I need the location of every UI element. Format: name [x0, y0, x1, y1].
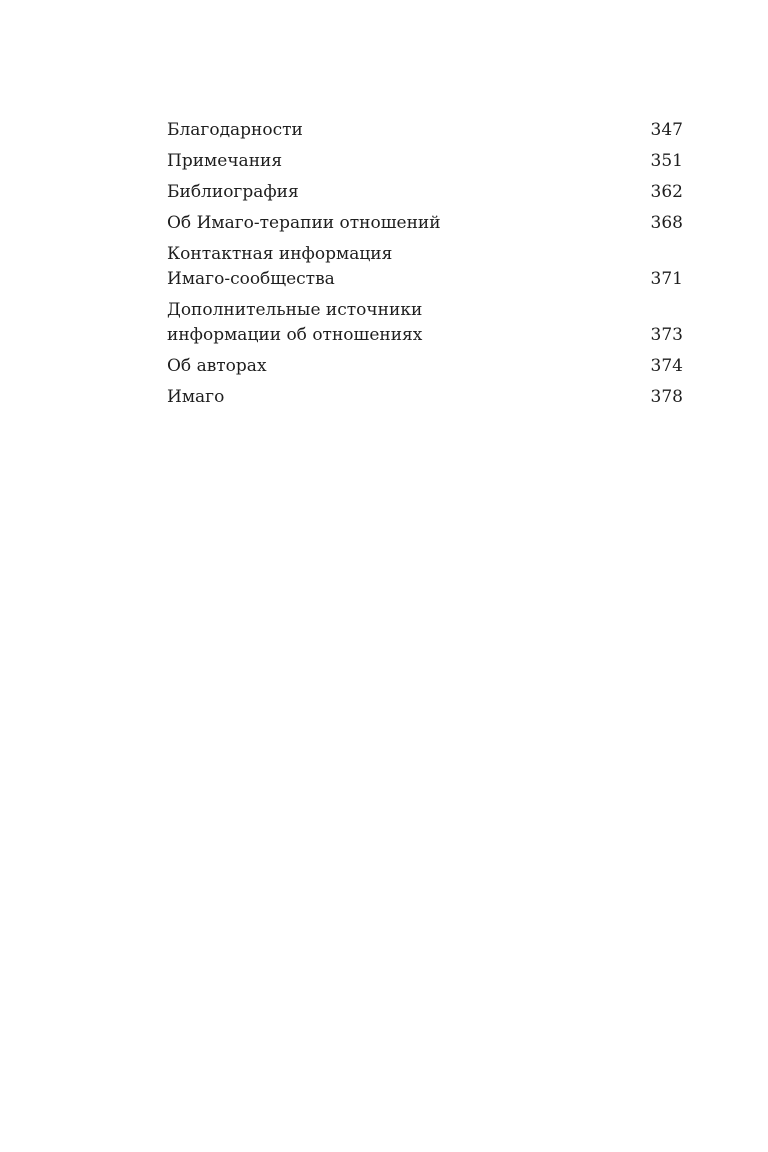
toc-entry-page: 374: [650, 356, 683, 376]
toc-entry-title: Об Имаго-терапии отношений: [167, 213, 441, 233]
toc-entry-title: Контактная информация Имаго-сообщества: [167, 244, 393, 289]
toc-entry: [167, 354, 683, 379]
toc-entry-title: Примечания: [167, 151, 283, 171]
toc-entry: [167, 180, 683, 205]
toc-entry-title: Дополнительные источники информации об отношениях: [167, 300, 423, 345]
toc-entry: [167, 385, 683, 410]
toc-entry-title: Имаго: [167, 387, 225, 407]
toc-entry-title: Благодарности: [167, 120, 303, 140]
toc-entry-page: 378: [650, 387, 683, 407]
toc-entry-title: Об авторах: [167, 356, 267, 376]
toc-entry-page: 362: [650, 182, 683, 202]
toc-entry-title: Библиография: [167, 182, 299, 202]
toc-entry-page: 351: [650, 151, 683, 171]
table-of-contents: [167, 118, 683, 416]
toc-entry: [167, 242, 683, 292]
toc-entry: [167, 298, 683, 348]
toc-entry: [167, 211, 683, 236]
toc-entry-page: 371: [650, 269, 683, 289]
toc-entry-page: 368: [650, 213, 683, 233]
toc-entry-page: 373: [650, 325, 683, 345]
toc-entry-page: 347: [650, 120, 683, 140]
toc-entry: [167, 118, 683, 143]
toc-entry: [167, 149, 683, 174]
